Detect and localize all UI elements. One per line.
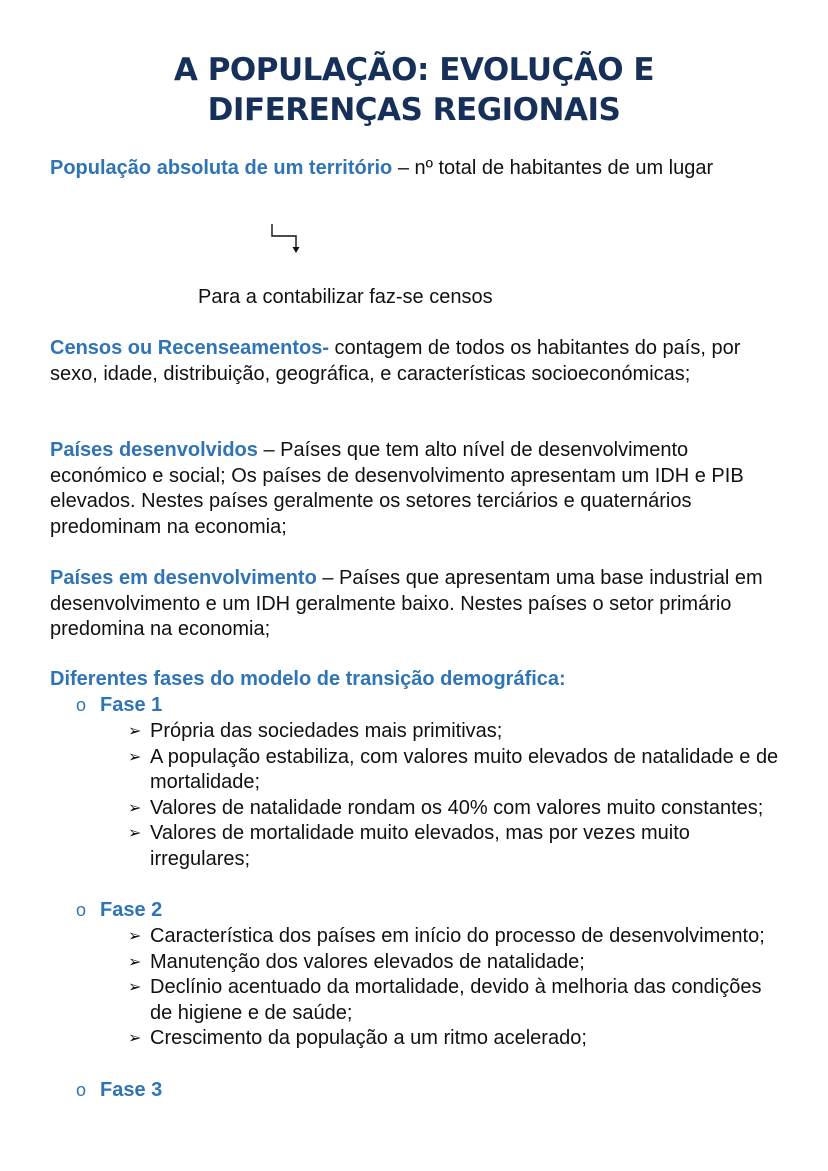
definition-paises-desenvolvidos [50, 438, 778, 540]
definition-text: – Países que apresentam uma base industrial em desenvolvimento e um IDH geralmente baixo. Nestes países o setor primário predomina na economia; [50, 567, 763, 640]
phase-3 [76, 1078, 162, 1104]
page-title-line-2: DIFERENÇAS REGIONAIS [207, 92, 621, 128]
list-item: ➢ Valores de mortalidade muito elevados, mas por vezes muito irregulares; [128, 822, 690, 870]
phase-label: Fase 2 [100, 899, 163, 921]
phase-label: Fase 3 [100, 1079, 163, 1101]
definition-populacao-absoluta [50, 156, 778, 182]
phases-heading: Diferentes fases do modelo de transição demográfica: [50, 668, 566, 690]
arrowhead-bullet-icon: ➢ [128, 799, 142, 817]
phase-1 [76, 693, 162, 719]
phase-2 [76, 898, 162, 924]
list-item: ➢ A população estabiliza, com valores muito elevados de natalidade e de mortalidade; [128, 745, 779, 793]
list-item: ➢ Valores de natalidade rondam os 40% com valores muito constantes; [128, 796, 788, 822]
circle-bullet-icon: o [76, 900, 87, 920]
circle-bullet-icon: o [76, 1080, 87, 1100]
definition-term: Países em desenvolvimento [50, 567, 317, 589]
page-title [0, 50, 828, 130]
arrowhead-bullet-icon: ➢ [128, 748, 142, 766]
definition-term: População absoluta de um território [50, 157, 393, 179]
arrowhead-bullet-icon: ➢ [128, 825, 142, 842]
phase-1-list [128, 719, 788, 872]
definition-term: Censos ou Recenseamentos- [50, 337, 329, 359]
list-item: ➢ Declínio acentuado da mortalidade, devido à melhoria das condições de higiene e de saúde; [128, 976, 762, 1024]
list-item: ➢ Própria das sociedades mais primitivas; [128, 719, 788, 745]
arrowhead-bullet-icon: ➢ [128, 928, 142, 945]
definition-text: contagem de todos os habitantes do país, por sexo, idade, distribuição, geográfica, e características socioeconómicas; [50, 337, 741, 385]
arrowhead-bullet-icon: ➢ [128, 953, 142, 971]
phase-2-list [128, 924, 788, 1052]
arrowhead-bullet-icon: ➢ [128, 1030, 142, 1047]
arrowhead-bullet-icon: ➢ [128, 979, 142, 996]
census-note: Para a contabilizar faz-se censos [198, 286, 493, 308]
circle-bullet-icon: o [76, 695, 87, 715]
list-item: ➢ Manutenção dos valores elevados de natalidade; [128, 950, 788, 976]
list-item: ➢ Crescimento da população a um ritmo acelerado; [128, 1026, 788, 1052]
down-right-arrow-icon [268, 222, 308, 256]
definition-censos [50, 336, 778, 387]
arrowhead-bullet-icon: ➢ [128, 723, 142, 740]
list-item: ➢ Característica dos países em início do processo de desenvolvimento; [128, 924, 788, 950]
definition-text: – nº total de habitantes de um lugar [392, 157, 714, 179]
page-title-line-1: A POPULAÇÃO: EVOLUÇÃO E [173, 52, 655, 88]
definition-paises-em-desenvolvimento [50, 566, 778, 643]
definition-text: – Países que tem alto nível de desenvolvimento económico e social; Os países de desenvolvimento apresentam um IDH e PIB elevados. Nestes países geralmente os setores terciários e quaternários predominam na economia; [50, 439, 744, 538]
phase-label: Fase 1 [100, 694, 163, 716]
definition-term: Países desenvolvidos [50, 439, 258, 461]
